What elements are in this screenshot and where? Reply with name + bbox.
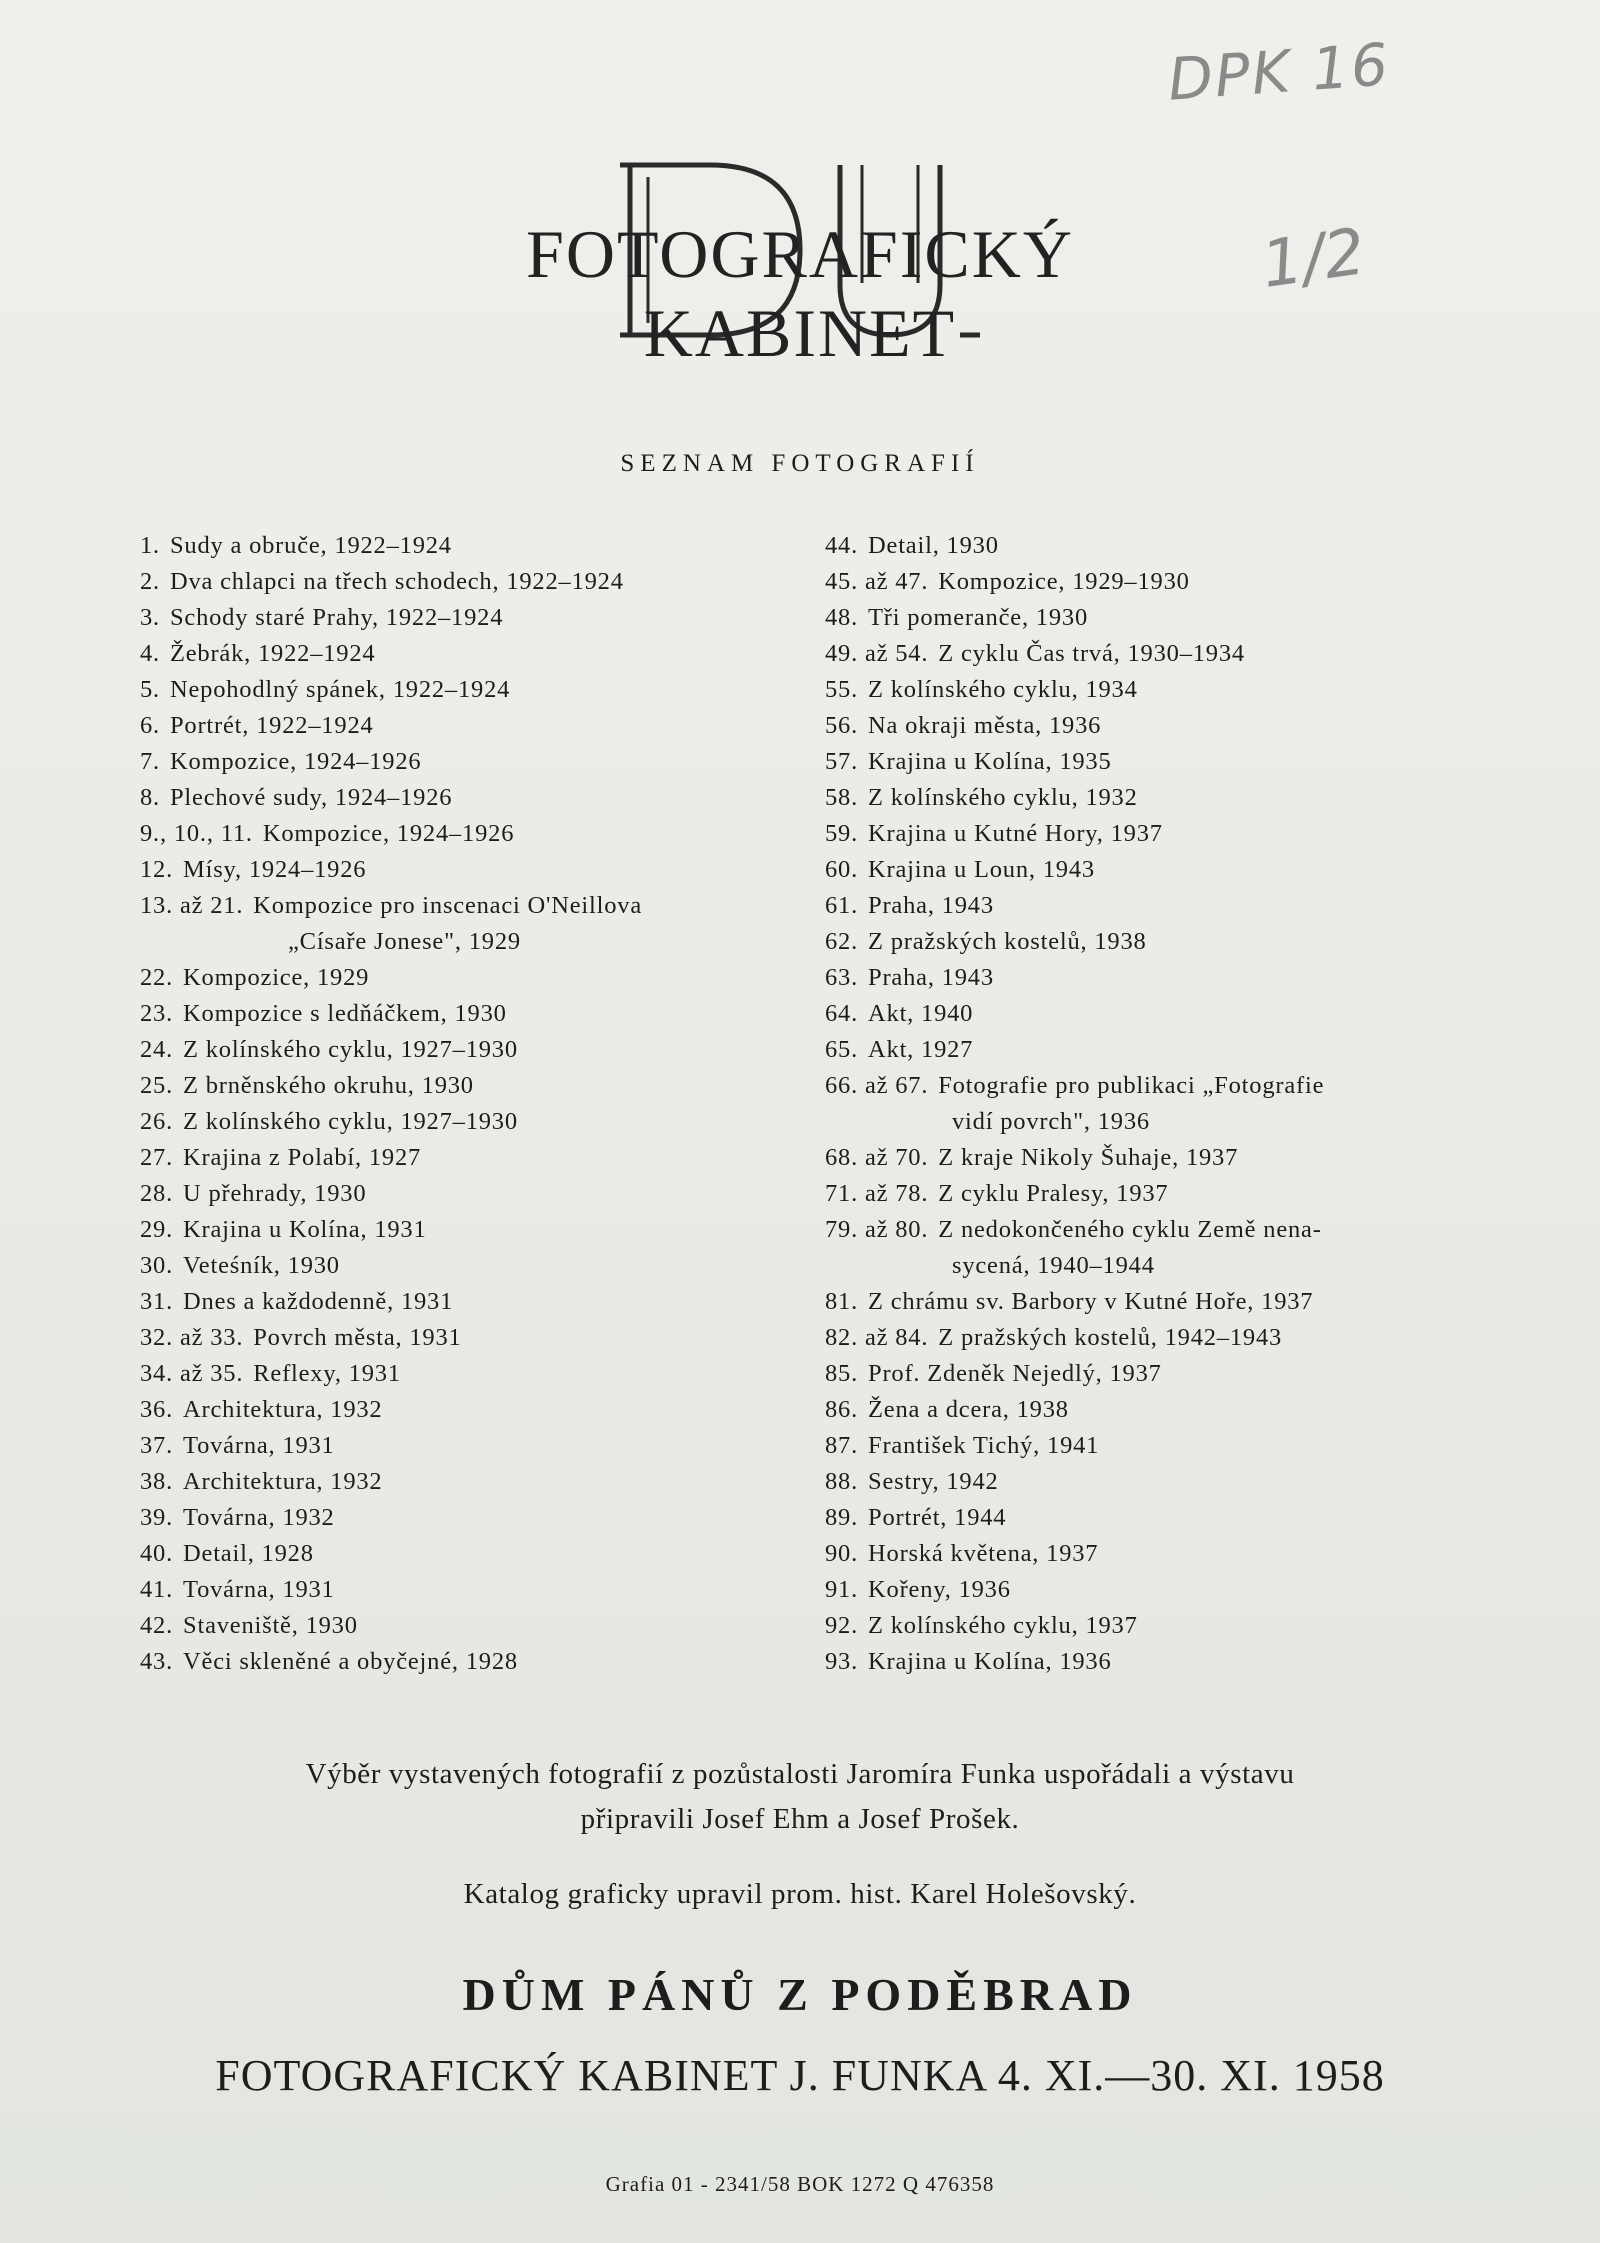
credits-line-3: Katalog graficky upravil prom. hist. Karel Holešovský. — [463, 1878, 1137, 1910]
list-item — [825, 996, 1455, 1032]
handwritten-archive-code: DPK 16 — [1165, 30, 1393, 114]
list-item-number: 2. — [140, 568, 160, 595]
list-item — [825, 888, 1455, 924]
list-item-number: 60. — [825, 856, 859, 883]
list-item — [140, 1032, 820, 1068]
list-item — [825, 1644, 1455, 1680]
list-item-number: 1. — [140, 532, 160, 559]
list-item — [140, 996, 820, 1032]
list-item — [140, 672, 820, 708]
list-item — [825, 1464, 1455, 1500]
list-item-number: 48. — [825, 604, 859, 631]
list-item-title: Kompozice pro inscenaci O'Neillova — [253, 892, 643, 919]
list-item — [140, 600, 820, 636]
list-item — [140, 1392, 820, 1428]
list-item-title: Praha, 1943 — [868, 892, 994, 919]
list-item-title: Veteśník, 1930 — [183, 1252, 340, 1279]
list-item — [825, 1356, 1455, 1392]
list-item-title: Z kolínského cyklu, 1927–1930 — [183, 1036, 518, 1063]
list-item-title: Tři pomeranče, 1930 — [868, 604, 1088, 631]
list-item-number: 86. — [825, 1396, 859, 1423]
list-item-title: Mísy, 1924–1926 — [183, 856, 367, 883]
list-item — [825, 816, 1455, 852]
list-item-title: Horská květena, 1937 — [868, 1540, 1099, 1567]
list-item-title: Z pražských kostelů, 1942–1943 — [938, 1324, 1283, 1351]
list-item-title: Krajina z Polabí, 1927 — [183, 1144, 422, 1171]
list-item — [825, 1140, 1455, 1176]
header-title: FOTOGRAFICKÝ KABINET — [526, 216, 1074, 371]
list-item-number: 32. až 33. — [140, 1324, 244, 1351]
photo-list-right — [825, 528, 1455, 1680]
list-item — [140, 1428, 820, 1464]
list-item-number: 64. — [825, 1000, 859, 1027]
credits-line-2: připravili Josef Ehm a Josef Prošek. — [580, 1803, 1020, 1835]
list-item-title: sycená, 1940–1944 — [952, 1252, 1155, 1279]
list-item — [140, 1320, 820, 1356]
list-item-title: „Císaře Jonese", 1929 — [288, 928, 521, 955]
list-item — [140, 1572, 820, 1608]
list-item-title: U přehrady, 1930 — [183, 1180, 367, 1207]
list-item — [140, 1464, 820, 1500]
list-item-title: Kompozice, 1924–1926 — [262, 820, 515, 847]
list-item-number: 30. — [140, 1252, 174, 1279]
list-item — [825, 1068, 1455, 1104]
list-item — [825, 600, 1455, 636]
list-item-number: 29. — [140, 1216, 174, 1243]
list-item-number: 82. až 84. — [825, 1324, 929, 1351]
list-item — [825, 636, 1455, 672]
list-item — [140, 888, 820, 924]
list-item — [140, 1176, 820, 1212]
list-item-number: 26. — [140, 1108, 174, 1135]
list-item — [825, 1212, 1455, 1248]
list-item — [140, 1356, 820, 1392]
list-item — [140, 636, 820, 672]
list-item — [825, 1176, 1455, 1212]
list-item-number: 88. — [825, 1468, 859, 1495]
list-item — [825, 1284, 1455, 1320]
list-item-number: 62. — [825, 928, 859, 955]
list-item-number: 6. — [140, 712, 160, 739]
list-item-number: 27. — [140, 1144, 174, 1171]
list-item-title: Povrch města, 1931 — [253, 1324, 462, 1351]
list-item-number: 8. — [140, 784, 160, 811]
list-item — [825, 672, 1455, 708]
list-item-title: Schody staré Prahy, 1922–1924 — [169, 604, 504, 631]
list-item-number: 24. — [140, 1036, 174, 1063]
list-item — [825, 744, 1455, 780]
list-item — [140, 1644, 820, 1680]
list-item-title: Plechové sudy, 1924–1926 — [169, 784, 453, 811]
list-item — [140, 528, 820, 564]
list-item-title: Fotografie pro publikaci „Fotografie — [938, 1072, 1325, 1099]
list-item-title: Sudy a obruče, 1922–1924 — [169, 532, 452, 559]
list-item-number: 28. — [140, 1180, 174, 1207]
list-item-title: Dva chlapci na třech schodech, 1922–1924 — [169, 568, 624, 595]
list-item — [825, 708, 1455, 744]
list-item-number: 12. — [140, 856, 174, 883]
list-item-title: Krajina u Loun, 1943 — [868, 856, 1095, 883]
list-item — [140, 1536, 820, 1572]
list-item-title: vidí povrch", 1936 — [952, 1108, 1150, 1135]
list-item-title: Nepohodlný spánek, 1922–1924 — [169, 676, 511, 703]
list-item — [140, 1248, 820, 1284]
section-title: SEZNAM FOTOGRAFIÍ — [620, 450, 980, 477]
list-item — [825, 1392, 1455, 1428]
list-item-title: Z kolínského cyklu, 1934 — [868, 676, 1138, 703]
list-item-number: 61. — [825, 892, 859, 919]
list-item-title: Z kolínského cyklu, 1937 — [868, 1612, 1138, 1639]
list-item — [825, 1500, 1455, 1536]
list-item — [825, 1608, 1455, 1644]
list-item-title: Portrét, 1944 — [868, 1504, 1007, 1531]
list-item-number: 71. až 78. — [825, 1180, 929, 1207]
list-item-title: Sestry, 1942 — [868, 1468, 999, 1495]
list-item — [825, 960, 1455, 996]
list-item — [140, 1608, 820, 1644]
list-item-title: Z brněnského okruhu, 1930 — [183, 1072, 474, 1099]
list-item-number: 36. — [140, 1396, 174, 1423]
list-item-number: 43. — [140, 1648, 174, 1675]
list-item-title: Kompozice, 1929 — [183, 964, 370, 991]
list-item — [140, 744, 820, 780]
list-item — [825, 1104, 1455, 1140]
list-item — [140, 780, 820, 816]
header-logo — [390, 155, 1210, 371]
list-item-title: Akt, 1927 — [868, 1036, 974, 1063]
list-item-number: 56. — [825, 712, 859, 739]
list-item — [825, 564, 1455, 600]
list-item-title: Staveniště, 1930 — [183, 1612, 358, 1639]
list-item-title: Továrna, 1931 — [183, 1432, 335, 1459]
list-item-number: 34. až 35. — [140, 1360, 244, 1387]
list-item-number: 5. — [140, 676, 160, 703]
list-item-number: 25. — [140, 1072, 174, 1099]
list-item-title: Kořeny, 1936 — [868, 1576, 1011, 1603]
list-item-title: Z cyklu Pralesy, 1937 — [938, 1180, 1169, 1207]
list-item — [825, 528, 1455, 564]
list-item — [140, 852, 820, 888]
list-item-number: 58. — [825, 784, 859, 811]
list-item-title: Z pražských kostelů, 1938 — [868, 928, 1147, 955]
list-item-title: Detail, 1928 — [183, 1540, 314, 1567]
list-item-number: 45. až 47. — [825, 568, 929, 595]
venue-title: DŮM PÁNŮ Z PODĚBRAD — [462, 1969, 1138, 2020]
list-item — [825, 1536, 1455, 1572]
list-item-number: 49. až 54. — [825, 640, 929, 667]
list-item-title: Detail, 1930 — [868, 532, 999, 559]
printer-imprint: Grafia 01 - 2341/58 BOK 1272 Q 476358 — [605, 2172, 995, 2196]
list-item-number: 44. — [825, 532, 859, 559]
list-item-number: 90. — [825, 1540, 859, 1567]
list-item-title: Architektura, 1932 — [183, 1396, 383, 1423]
list-item — [140, 960, 820, 996]
list-item-title: Kompozice s ledňáčkem, 1930 — [183, 1000, 507, 1027]
list-item-number: 68. až 70. — [825, 1144, 929, 1171]
list-item-title: Z kraje Nikoly Šuhaje, 1937 — [938, 1144, 1239, 1171]
list-item — [140, 564, 820, 600]
list-item-number: 38. — [140, 1468, 174, 1495]
list-item-number: 65. — [825, 1036, 859, 1063]
list-item-title: Dnes a každodenně, 1931 — [183, 1288, 454, 1315]
list-item — [825, 1248, 1455, 1284]
list-item-title: Akt, 1940 — [868, 1000, 974, 1027]
list-item — [140, 708, 820, 744]
list-item — [825, 924, 1455, 960]
list-item — [825, 852, 1455, 888]
list-item-title: Kompozice, 1924–1926 — [169, 748, 422, 775]
list-item-title: Portrét, 1922–1924 — [169, 712, 374, 739]
list-item-title: Z nedokončeného cyklu Země nena- — [938, 1216, 1322, 1243]
list-item — [825, 1572, 1455, 1608]
list-item-number: 37. — [140, 1432, 174, 1459]
list-item — [825, 1320, 1455, 1356]
list-item-title: Továrna, 1932 — [183, 1504, 335, 1531]
list-item-title: Z kolínského cyklu, 1927–1930 — [183, 1108, 518, 1135]
list-item — [825, 1032, 1455, 1068]
list-item-title: Žena a dcera, 1938 — [868, 1396, 1069, 1423]
list-item-number: 63. — [825, 964, 859, 991]
list-item-number: 91. — [825, 1576, 859, 1603]
credits-line-1: Výběr vystavených fotografií z pozůstalosti Jaromíra Funka uspořádali a výstavu — [305, 1758, 1295, 1790]
list-item-number: 4. — [140, 640, 160, 667]
list-item — [140, 924, 820, 960]
list-item-title: Z kolínského cyklu, 1932 — [868, 784, 1138, 811]
list-item-number: 89. — [825, 1504, 859, 1531]
list-item-number: 31. — [140, 1288, 174, 1315]
list-item-number: 92. — [825, 1612, 859, 1639]
list-item-title: Praha, 1943 — [868, 964, 994, 991]
list-item-title: Z chrámu sv. Barbory v Kutné Hoře, 1937 — [868, 1288, 1314, 1315]
handwritten-mark: 1/2 — [1257, 215, 1370, 303]
list-item — [140, 816, 820, 852]
list-item — [825, 1428, 1455, 1464]
list-item-number: 41. — [140, 1576, 174, 1603]
list-item-number: 79. až 80. — [825, 1216, 929, 1243]
list-item — [140, 1104, 820, 1140]
list-item-title: Prof. Zdeněk Nejedlý, 1937 — [868, 1360, 1162, 1387]
list-item-number: 85. — [825, 1360, 859, 1387]
list-item-number: 55. — [825, 676, 859, 703]
list-item-title: Krajina u Kolína, 1935 — [868, 748, 1112, 775]
list-item-number: 22. — [140, 964, 174, 991]
list-item — [140, 1212, 820, 1248]
list-item-number: 13. až 21. — [140, 892, 244, 919]
list-item — [140, 1068, 820, 1104]
list-item-title: František Tichý, 1941 — [868, 1432, 1100, 1459]
list-item-title: Reflexy, 1931 — [253, 1360, 401, 1387]
list-item-title: Věci skleněné a obyčejné, 1928 — [183, 1648, 518, 1675]
list-item-title: Žebrák, 1922–1924 — [169, 640, 376, 667]
list-item-title: Z cyklu Čas trvá, 1930–1934 — [938, 640, 1245, 667]
list-item-title: Na okraji města, 1936 — [868, 712, 1102, 739]
list-item-title: Kompozice, 1929–1930 — [938, 568, 1190, 595]
list-item-title: Továrna, 1931 — [183, 1576, 335, 1603]
list-item — [140, 1284, 820, 1320]
list-item-number: 81. — [825, 1288, 859, 1315]
list-item-number: 40. — [140, 1540, 174, 1567]
list-item-number: 87. — [825, 1432, 859, 1459]
list-item — [825, 780, 1455, 816]
list-item-title: Krajina u Kutné Hory, 1937 — [868, 820, 1163, 847]
list-item-number: 9., 10., 11. — [140, 820, 253, 847]
list-item-number: 39. — [140, 1504, 174, 1531]
list-item-number: 57. — [825, 748, 859, 775]
list-item-number: 93. — [825, 1648, 859, 1675]
photo-list-left — [140, 528, 820, 1680]
list-item-title: Architektura, 1932 — [183, 1468, 383, 1495]
list-item — [140, 1500, 820, 1536]
list-item-number: 23. — [140, 1000, 174, 1027]
list-item-number: 66. až 67. — [825, 1072, 929, 1099]
list-item-number: 42. — [140, 1612, 174, 1639]
list-item-number: 3. — [140, 604, 160, 631]
list-item-number: 59. — [825, 820, 859, 847]
list-item-title: Krajina u Kolína, 1936 — [868, 1648, 1112, 1675]
list-item-title: Krajina u Kolína, 1931 — [183, 1216, 427, 1243]
list-item — [140, 1140, 820, 1176]
list-item-number: 7. — [140, 748, 160, 775]
exhibition-title: FOTOGRAFICKÝ KABINET J. FUNKA 4. XI.—30. XI. 1958 — [215, 2051, 1385, 2100]
